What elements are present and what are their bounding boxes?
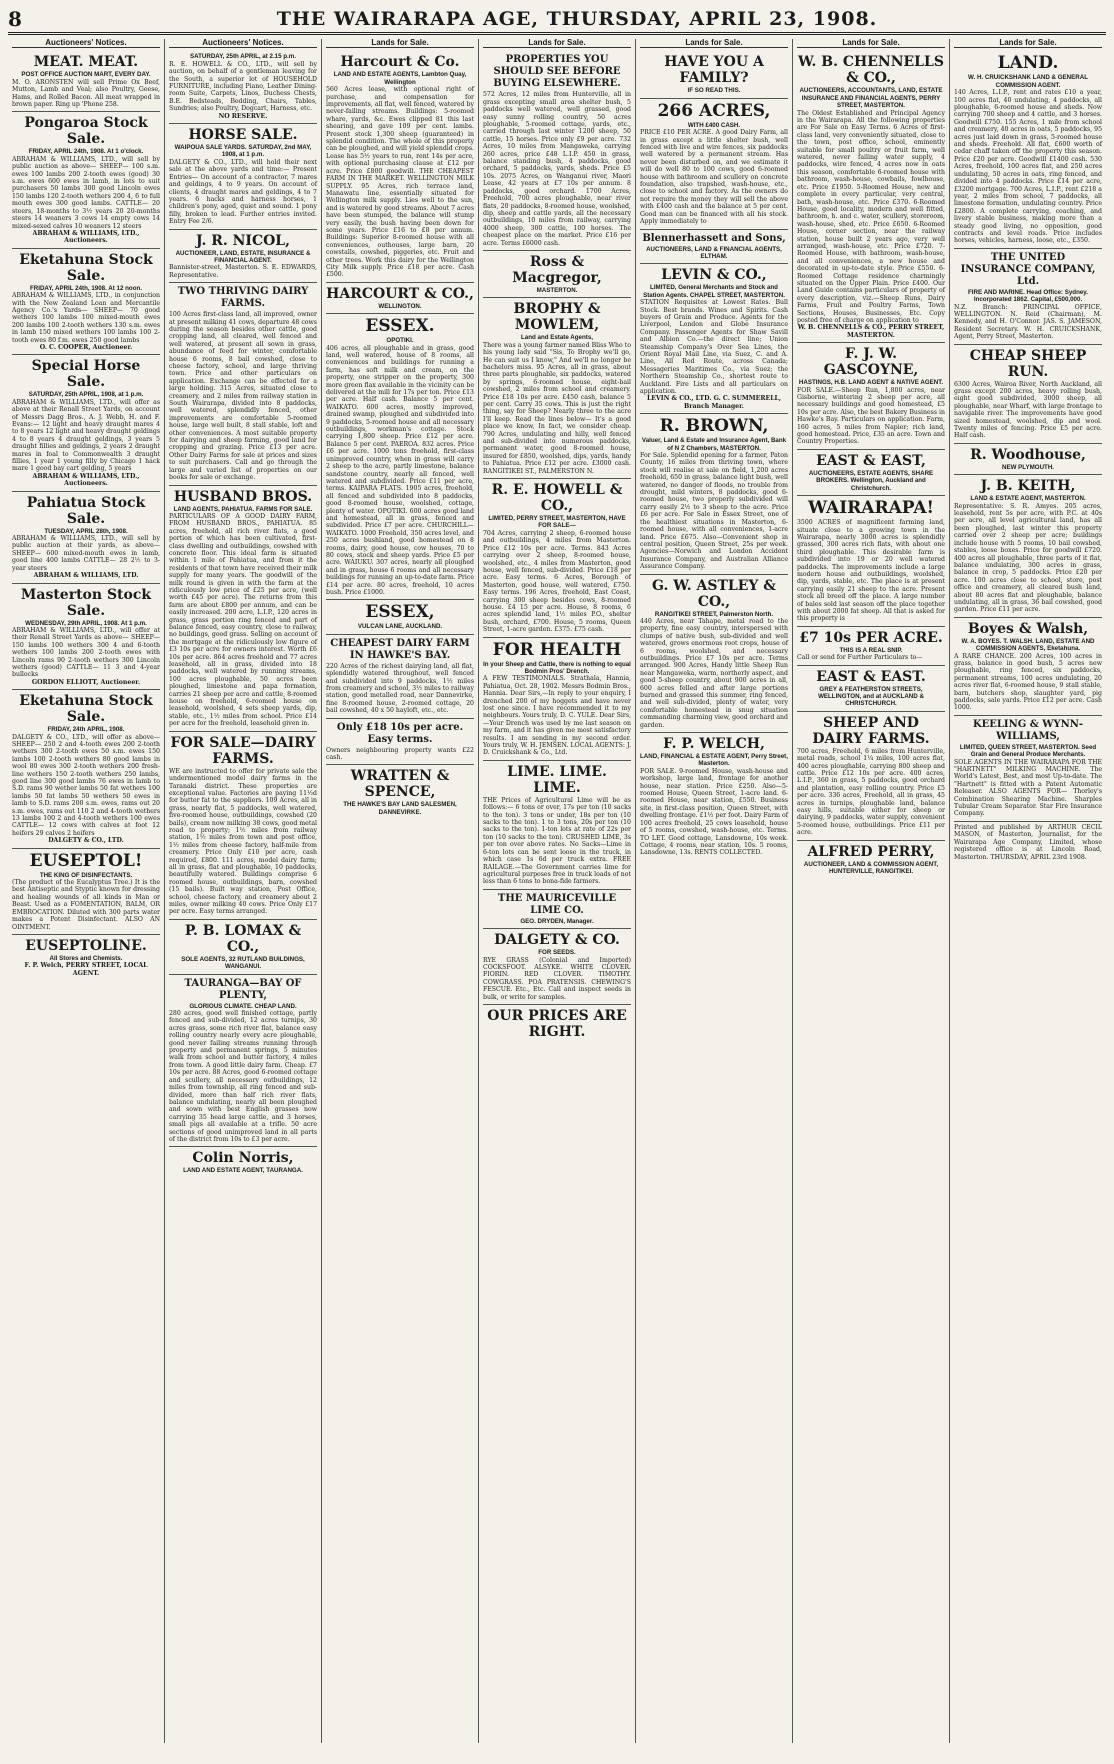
- ad-title: ALFRED PERRY,: [807, 843, 935, 860]
- ad-title: LIME. LIME. LIME.: [507, 763, 607, 796]
- ad-title: 266 ACRES,: [657, 100, 771, 121]
- ad-title: WRATTEN & SPENCE,: [350, 768, 450, 801]
- advertisement: [12, 249, 160, 356]
- ad-body: ABRAHAM & WILLIAMS, LTD., in conjunction with the New Zealand Loan and Mercantile Agency Co.'s Yards— SHEEP— 70 good wethers 100 lambs 100 mixed-mouth ewes 200 lambs 100 2-tooth wethers 130 s.m. ewes in lamb 150 mixed wethers 100 lambs 100 2-tooth ewes 80 f.m. ewes 250 good lambs: [12, 292, 160, 344]
- column-7: [950, 39, 1106, 1743]
- ad-subtitle: AUCTIONEER, LAND, ESTATE, INSURANCE & FINANCIAL AGENT.: [175, 249, 311, 264]
- ad-subtitle: All Stores and Chemists.: [49, 954, 123, 962]
- advertisement: [954, 51, 1102, 248]
- advertisement: [12, 584, 160, 691]
- advertisement: [483, 761, 631, 890]
- ad-body: 6300 Acres, Wairoa River, North Auckland, all grass except 200 acres, heavy rolling bush, eight good subdivided, 3000 sheep, all ploughable, near Wharf, with large frontage to navigable river. The improvements have good sized homestead, woolshed, dip and wool. Twenty miles of fencing. Price £5 per acre. Half cash.: [954, 380, 1102, 440]
- advertisement: [797, 51, 945, 343]
- ad-body: ABRAHAM & WILLIAMS, LTD., will offer at their Renall Street Yards as above— SHEEP— 150 lambs 100 wethers 300 4 and 6-tooth wethers 100 lambs 200 2-tooth ewes with Lincoln rams 90 2-tooth wethers 300 Lincoln wethers (good) CATTLE— 11 3 and 4-year bullocks: [12, 626, 160, 679]
- column-header: Lands for Sale.: [797, 39, 945, 48]
- ad-title: G. W. ASTLEY & CO.,: [652, 577, 776, 610]
- ad-title: F. P. WELCH,: [663, 736, 765, 753]
- advertisement: [326, 765, 474, 819]
- ad-title: P. B. LOMAX & CO.,: [184, 922, 302, 955]
- advertisement: [640, 575, 788, 734]
- ad-title: CHEAP SHEEP RUN.: [969, 347, 1087, 380]
- ad-signature: GORDON ELLIOTT, Auctioneer.: [31, 678, 141, 686]
- ad-subtitle: FRIDAY, APRIL 24th, 1908. At 12 noon.: [30, 284, 142, 292]
- ad-subtitle: MASTERTON.: [536, 286, 578, 294]
- ad-title: EUSEPTOL!: [29, 850, 143, 871]
- ad-title: MEAT. MEAT.: [33, 54, 139, 71]
- ad-body: 220 Acres of the richest dairying land, all flat, splendidly watered throughout, well fenced and subdivided into 9 paddocks, 1½ miles from creamery and school, 3½ miles to railway station, good metalled road, near Dannevirke, fine 8-roomed house, 2-roomed cottage, 20 bail cowshed, 40 x 50 hayloft, etc., etc.: [326, 662, 474, 715]
- ad-title: J. R. NICOL,: [195, 232, 291, 249]
- ad-body: 700 acres, Freehold, 6 miles from Hunterville, metal roads, school 1¼ miles, 100 acres flat, 400 acres ploughable, carrying 800 sheep and cattle. Price £12 10s per acre. 400 acres, L.I.P., 360 in grass, 5 paddocks, good orchard and plantation, easy rolling country. Price £5 per acre. 336 acres, Freehold, all in grass, 45 acres in turnips, ploughable land, balance easy hills, suitable either for sheep or dairying, 9 paddocks, water supply, convenient 5-roomed house, outbuildings. Price £11 per acre.: [797, 747, 945, 837]
- ad-title: ESSEX,: [365, 602, 435, 623]
- ad-subtitle: GEO. DRYDEN, Manager.: [520, 917, 594, 925]
- ad-body: 572 Acres, 12 miles from Hunterville, all in grass excepting small area shelter bush, 5 paddocks well watered, well grassed, good easy sunny rolling country, 50 acres ploughable, 5-roomed cottage, yards, etc., carried through last winter 1200 sheep, 50 cattle, 15 horses. Price only £9 per acre. 732 Acres, 10 miles from Mangaweka, carrying 260 acres, price £48 L.I.P. 450 in grass, balance standing bush, 4 paddocks, good orchard, 5 paddocks, yards, sheds. Price £5 10s. 2075 Acres, on Wanganui river, Maori Lease, 42 years at £7 10s per annum. 8 paddocks, good orchard. 1700 Acres, Freehold, 700 acres ploughable, near river flats, 20 paddocks, 8-roomed house, woolshed, dip, sheep and cattle yards, all the necessary outbuildings, 10 miles from railway, carrying 4000 sheep, 300 cattle, 100 horses. The cheapest place on the market. Price £16 per acre. Terms £6000 cash.: [483, 91, 631, 247]
- advertisement: [12, 51, 160, 112]
- advertisement: [12, 690, 160, 849]
- ad-body: 560 Acres lease, with optional right of purchase, and compensation for improvements, all flat, well fenced, watered by never-failing streams. Buildings: 5-roomed whare, yards, &c. Ewes clipped 81 this last shearing, and gave 109 per cent. lambs. Present stock 1,300 sheep (guaranteed) in splendid condition. The whole of this property can be ploughed, and will yield splendid crops. Lease has 5½ years to run, rent 14s per acre, with optional purchasing clause at £12 per acre. Price £800 goodwill. THE CHEAPEST FARM IN THE MARKET. WELLINGTON MILK SUPPLY. 95 Acres, rich terrace land, Manawatu line, essentially situated for Wellington milk supply. Lies well to the sun, and is watered by good streams. About 7 acres have been stumped, the balance will stump very easily, the bush having been down for some years. Price £16 to £8 per annum. Buildings: Superior 8-roomed house with all conveniences, outhouses, large barn, 20 cowstalls, cowshed, piggeries, etc. Fruit and other trees. Work this dairy for the Wellington City Milk supply. Price £18 per acre. Cash £500.: [326, 86, 474, 279]
- advertisement: [326, 283, 474, 314]
- advertisement: [640, 99, 788, 230]
- ad-title: EAST & EAST,: [816, 452, 926, 469]
- ad-title: TWO THRIVING DAIRY FARMS.: [177, 286, 309, 310]
- column-6: [793, 39, 950, 1743]
- advertisement: [483, 251, 631, 298]
- ad-title: OUR PRICES ARE RIGHT.: [487, 1007, 627, 1040]
- column-4: [479, 39, 636, 1743]
- ad-title: Ross & Macgregor,: [512, 253, 602, 286]
- ad-title: SHEEP AND DAIRY FARMS.: [812, 714, 930, 747]
- advertisement: [483, 479, 631, 638]
- ad-title: EAST & EAST.: [816, 668, 926, 685]
- ad-subtitle: SATURDAY, 25th APRIL, 1908, at 1 p.m.: [28, 391, 144, 399]
- advertisement: [954, 444, 1102, 475]
- ad-subtitle: LAND & ESTATE AGENT, MASTERTON.: [970, 495, 1086, 503]
- ad-title: FOR HEALTH: [492, 639, 622, 660]
- advertisement: [954, 345, 1102, 444]
- advertisement: [797, 666, 945, 712]
- ad-body: (The product of the Eucalyptus Tree.) It is the best Antiseptic and Styptic known for dressing and healing wounds of all kinds in Man or Beast. Used as a FOMENTATION, BALM, OR EMBROCATION. Diluted with 300 parts water makes a Potent Disinfectant. ALSO AN OINTMENT.: [12, 879, 160, 931]
- ad-signature: NO RESERVE.: [218, 112, 268, 120]
- advertisement: [797, 841, 945, 879]
- ad-body: 140 Acres, L.I.P., rent and rates £10 a year, 100 acres flat, 40 undulating, 4 paddocks, all ploughable, 6-roomed house and sheds. Now carrying 700 sheep and 4 cattle, and 3 horses. Goodwill £750. 155 Acres, 1 mile from school and creamery, 40 acres in oats, 5 paddocks, 95 acres just laid down in grass, 5-roomed house and sheds. Freehold. All flat, £600 worth of cedar chaff taken off the property this season. Price £20 per acre. Goodwill £1400 cash. 530 Acres, freehold, 100 acres flat, and 250 acres undulating, 50 acres in oats, ring fenced, and divided into 4 paddocks. Price £14 per acre, £3200 mortgage. 700 Acres, L.I.P., rent £218 a year, 2 miles from school, 7 paddocks, all limestone formation, undulating country. Price £2800. A complete carrying, coaching, and livery stable business, making more than a steady good living, no opposition, good contracts and level roads. Price includes horses, vehicles, harness, loose, etc., £350.: [954, 89, 1102, 245]
- advertisement: [954, 475, 1102, 618]
- ad-subtitle: VULCAN LANE, AUCKLAND.: [357, 623, 443, 631]
- ad-signature: ABRAHAM & WILLIAMS, LTD., Auctioneers.: [32, 472, 140, 488]
- ad-subtitle: POST OFFICE AUCTION MART, EVERY DAY.: [21, 71, 151, 79]
- advertisement: [797, 343, 945, 450]
- newspaper-title: THE WAIRARAPA AGE, THURSDAY, APRIL 23, 1908.: [276, 8, 878, 30]
- advertisement: [169, 975, 317, 1148]
- column-1: [8, 39, 165, 1743]
- advertisement: [954, 618, 1102, 716]
- advertisement: [12, 492, 160, 584]
- ad-title: THE UNITED INSURANCE COMPANY, Ltd.: [960, 251, 1096, 287]
- ad-subtitle: In your Sheep and Cattle, there is nothing to equal Bodmin Pros' Drench.: [483, 660, 631, 675]
- ad-title: HARCOURT & CO.,: [326, 285, 474, 302]
- column-header: Lands for Sale.: [483, 39, 631, 48]
- advertisement: [954, 716, 1102, 822]
- ad-body: RYE GRASS (Colonial and Imported) COCKSFOOT. ALSYKE. WHITE CLOVER. FIORIN. RED CLOVER. TIMOTHY. COWGRASS. POA PRATENSIS. CHEWING'S FESCUE. Etc., Etc. Call and inspect seeds in bulk, or write for samples.: [483, 956, 631, 1001]
- ad-subtitle: THIS IS A REAL SNIP.: [839, 646, 903, 654]
- ad-body: WE are instructed to offer for private sale the undermentioned model dairy farms in the Taranaki district. These properties are exceptional value. Factories are paying 11½d for butter fat to the suppliers. 109 Acres, all in grass, nearly flat, 5 paddocks, well watered, five-roomed house, outbuildings, cowshed (20 bails), cream now milking 38 cows, good metal road to property; 1½ miles from railway station, 1½ miles from town and post office, 1½ miles from cheese factory, half-mile from creamery. Price Only £10 per acre, cash required, £800. 111 acres, model dairy farm; all in grass, flat and ploughable, 10 paddocks, beautifully watered. Buildings comprise 6 roomed house, outbuildings, barn, cowshed (15 bails). Built way station, Post Office, school, cheese factory, and creamery about 2 miles, owner milking 40 cows. Price Only £17 per acre. Easy terms arranged.: [169, 767, 317, 916]
- ad-title: Pahiatua Stock Sale.: [26, 494, 146, 527]
- ad-title: Pongaroa Stock Sale.: [24, 115, 148, 148]
- ad-subtitle: GLORIOUS CLIMATE. CHEAP LAND.: [189, 1002, 297, 1010]
- ad-subtitle: Land and Estate Agents,: [521, 334, 593, 342]
- masthead: [8, 8, 1106, 35]
- ad-title: BROPHY & MOWLEM,: [513, 301, 601, 334]
- ad-subtitle: Valuer, Land & Estate and Insurance Agent, Bank of N Z Chambers, MASTERTON.: [641, 437, 787, 452]
- ad-subtitle: LAND AND ESTATE AGENT, TAURANGA.: [183, 1167, 303, 1175]
- advertisement: [954, 822, 1102, 864]
- ad-body: PRICE £10 PER ACRE. A good Dairy Farm, all in grass except a little shelter bush, well fenced with live and wire fences, six paddocks well watered by a permanent stream. Has never been disturbed on, and we estimate it will do well 80 to 100 cows, good 6-roomed house with bathroom and scullery on concrete foundation, also trapshed, wash-house, etc., close to school and factory. As the owners do not require the money they will sell the above with £400 cash and the balance at 5 per cent. Good man can be financed with all his stock. Apply immediately to: [640, 129, 788, 226]
- ad-title: LAND.: [997, 53, 1059, 74]
- ad-subtitle: LIMITED, PERRY STREET, MASTERTON, HAVE FOR SALE—: [488, 515, 626, 530]
- ad-subtitle: OPOTIKI.: [386, 337, 414, 345]
- ad-signature: O. C. COOPER, Auctioneer.: [39, 343, 133, 351]
- advertisement: [483, 298, 631, 479]
- ad-body: M. O. ARONSTEN will sell Prime Ox Beef, Mutton, Lamb and Veal; also Poultry, Geese, Hams, and Rolled Bacon. All meat wrapped in brown paper. Ring up 'Phone 258.: [12, 78, 160, 109]
- ad-body: SOLE AGENTS IN THE WAIRARAPA FOR THE "HARTNETT" MILKING MACHINE. The World's Latest, Best, and most Up-to-date. The "Hartnett" is fitted with a Patent Automatic Releaser. ALSO AGENTS FOR— Thorley's Combination Shearing Machine. Sharples Tubular Cream Separator. Star Fire Insurance Company.: [954, 758, 1102, 818]
- ad-subtitle: AUCTIONEER, LAND & COMMISSION AGENT, HUNTERVILLE, RANGITIKEI.: [803, 860, 939, 876]
- ad-title: HAVE YOU A FAMILY?: [664, 54, 764, 87]
- column-header: Auctioneers' Notices.: [12, 39, 160, 48]
- ad-body: 440 Acres, near Tahape, metal road to the property, fine easy country, interspersed with clumps of native bush, sub-divided and well watered, grows enormous root crops, house of 6 rooms, woolshed, and necessary outbuildings. Price £7 10s per acre. Terms arranged. 900 Acres, Handy little Sheep Run near Mangaweka, warm, northerly aspect, and good 5-sheep country, about 900 acres in all, 600 acres felled and after large portions burned and grassed this summer, ring fenced, and well sub-divided, plenty of water, very comfortable homestead in snug situation commanding charming view, good orchard and garden.: [640, 617, 788, 729]
- ad-title: Blennerhassett and Sons,: [642, 232, 786, 244]
- ad-body: STATION Requisites at Lowest Rates. Bull Stock. Best brands. Wines and Spirits. Cash buyers of Grain and Produce. Agents for the Liverpool, London and Globe Insurance Company. Passenger Agents for Shaw Savill and Albion Co.—the direct line; Union Steamship Company's Over Sea Lines, the Orient Royal Mail Line, via Suez, C. and A. Line, All Red Route, across Canada; Messageries Maritimes Co., via Suez; the Northern Steamship Co., shortest route to Auckland. Fire Lists and all particulars on application.: [640, 299, 788, 395]
- ad-title: THE MAURICEVILLE LIME CO.: [497, 892, 617, 916]
- ad-subtitle: W. H. CRUICKSHANK LAND & GENERAL COMMISSION AGENT.: [968, 74, 1088, 89]
- ad-subtitle: AUCTIONEERS, ESTATE AGENTS, SHARE BROKERS. Wellington, Auckland and Christchurch.: [808, 469, 934, 492]
- ad-title: LEVIN & CO.,: [661, 267, 767, 284]
- ad-body: There was a young farmer named Bliss Who to his young lady said "Sis, To Brophy we'll go, He can suit us I know," And we'll no longer be bachelors miss. 95 Acres, all in grass, about three parts ploughable, six paddocks, watered by springs, 6-roomed house, eight-bail cowshed, 2 miles from school and creamery. Price £18 10s per acre. £450 cash, balance 5 per cent. Carry 35 cows. This is just the right thing, say for Sheep? Nearly three to the acre I'll keep. Read the lines below— It's a good place we know, In fact, we consider cheap. 790 Acres, undulating and hilly, well fenced and sub-divided into numerous paddocks, permanent water, good 8-roomed house, insured for £850, woolshed, dips, yards, handy to Pahiatua. Price £12 per acre. £3000 cash. RANGITIKEI ST., PALMERSTON N.: [483, 341, 631, 475]
- ad-subtitle: FIRE AND MARINE. Head Office: Sydney. Incorporated 1862. Capital, £500,000.: [968, 288, 1088, 304]
- ad-signature: W. B. CHENNELLS & CO., PERRY STREET, MASTERTON.: [797, 324, 945, 339]
- column-header: Lands for Sale.: [326, 39, 474, 48]
- advertisement: [169, 230, 317, 284]
- ad-title: Only £18 10s per acre. Easy terms.: [336, 721, 464, 745]
- ad-title: Eketahuna Stock Sale.: [19, 251, 153, 284]
- ad-body: ABRAHAM & WILLIAMS, LTD., will offer as above at their Renall Street Yards, on account of Messrs Dagg Bros., A. J. Webb, H. and F. Evans:— 12 light and heavy draught mares 4 to 8 years 12 light and heavy draught geldings 4 to 8 years 4 draught geldings, 3 years 5 draught fillies and geldings, 2 years 2 draught mares in foal to Commonwealth 3 draught fillies, 1 year 1 young filly by Chicago 1 hack mare 1 good bay cart gelding, 5 years: [12, 398, 160, 473]
- advertisement: [326, 51, 474, 282]
- ad-body: Call or send for Further Particulars to—: [797, 654, 923, 662]
- advertisement: [169, 920, 317, 975]
- advertisement: [797, 627, 945, 666]
- advertisement: [12, 935, 160, 980]
- ad-body: 3500 ACRES of magnificent farming land, situate close to a growing town in the Wairarapa, nearly 3000 acres is splendidly grassed, 300 acres rich flats, with about one third ploughable. This desirable farm is subdivided into 19 or 20 well watered paddocks. The improvements include a large modern house and outbuildings, woolshed, dip, yards, stable, etc. The place is at present carrying easily 21 sheep to the acre. Present stock all breed off the place. A large number of bales sold last season off the place together with about 2000 fat sheep. All that is asked for this property is: [797, 519, 945, 623]
- advertisement: [954, 249, 1102, 345]
- ad-signature: DALGETY & CO., LTD.: [48, 837, 124, 845]
- ad-subtitle: NEW PLYMOUTH.: [1001, 463, 1055, 471]
- advertisement: [797, 450, 945, 496]
- ad-body: For Sale. Splendid opening for a farmer, Paton County, 16 miles from thriving town, where stock will realise at sale on field, 1,200 acres freehold, 650 in grass, balance light bush, well watered, no danger of floods, no trouble from drought, mild winters, 8 paddocks, good 6-roomed house, two properly subdivided will carry easily 2½ to 3 sheep to the acre. Price £6 per acre. For Sale in Essex Street, one of the healthiest situations in Masterton, 6-roomed house, with all conveniences, 1-acre land. Price £675. Also—Convenient shop in central position, Queen Street, 25s per week. Agencies—Norwich and London Accident Insurance Company, and Australian Alliance Assurance Company.: [640, 452, 788, 571]
- advertisement: [483, 890, 631, 929]
- advertisement: [326, 719, 474, 766]
- ad-subtitle: FRIDAY, 24th APRIL, 1908.: [47, 726, 125, 734]
- ad-signature: ABRAHAM & WILLIAMS, LTD., Auctioneers.: [32, 229, 140, 245]
- ad-title: Special Horse Sale.: [31, 358, 141, 391]
- ad-title: R. BROWN,: [659, 416, 769, 437]
- ad-title: ESSEX.: [365, 316, 435, 337]
- ad-subtitle: AUCTIONEERS, LAND & FINANCIAL AGENTS, ELTHAM.: [646, 245, 782, 260]
- advertisement: [797, 712, 945, 841]
- ad-subtitle: THE HAWKE'S BAY LAND SALESMEN, DANNEVIRKE.: [343, 801, 457, 816]
- page-number: 8: [8, 7, 22, 31]
- advertisement: [640, 51, 788, 98]
- ad-title: EUSEPTOLINE.: [25, 937, 147, 954]
- advertisement: [169, 124, 317, 229]
- ad-subtitle: GREY & FEATHERSTON STREETS, WELLINGTON, and at AUCKLAND & CHRISTCHURCH.: [818, 685, 924, 708]
- advertisement: [169, 1147, 317, 1177]
- newspaper-page: [8, 8, 1106, 1748]
- ad-title: HORSE SALE.: [188, 127, 298, 144]
- ad-body: R. E. HOWELL & CO., LTD., will sell by auction, on behalf of a gentleman leaving for the South, a superior lot of HOUSEHOLD FURNITURE, including Piano, Leather Dining-room Suite, Carpets, Linos, Duchess Chests, B.E. Bedsteads, Bedding, Chairs, Tables, Sundries; also Poultry, Dogcart, Harness, etc.: [169, 60, 317, 113]
- ad-title: W. B. CHENNELLS & CO.,: [798, 54, 944, 87]
- column-header: Auctioneers' Notices.: [169, 39, 317, 48]
- ad-subtitle: LIMITED, QUEEN STREET, MASTERTON. Seed Grain and General Produce Merchants.: [959, 743, 1097, 759]
- ad-subtitle: LIMITED, General Merchants and Stock and Station Agents. CHAPEL STREET, MASTERTON.: [643, 284, 785, 299]
- ad-body: THE Prices of Agricultural Lime will be as follows:— 6 tons or over, 17s per ton (10 sacks to the ton). 3 tons or under, 18s per ton (10 sacks to the ton). 1 to 3 tons, 20s per ton (10 sacks to the ton). 1-ton lots at rate of 22s per ton (10 sacks to the ton). CRUSHED LIME, 3s per ton over above rates. No Sacks—Lime in 6-ton lots can be sent loose in the truck, in which case 1s 6d per truck extra. FREE RAILAGE.—The Government carries lime for agricultural purposes free in truck loads of not less than 6 tons to bona-fide farmers.: [483, 796, 631, 886]
- columns-container: [8, 39, 1106, 1743]
- ad-body: A RARE CHANCE. 200 Acres, 100 acres in grass, balance in good bush, 5 acres new ploughable, ring fenced, six paddocks, permanent streams, 100 acres undulating, 20 acres river flat, 6-roomed house, 9 stall stable, barn, butchers shop, slaughter yard, pig paddocks, sale yards. Price £12 per acre. Cash 1000.: [954, 652, 1102, 712]
- column-3: [322, 39, 479, 1743]
- advertisement: [169, 283, 317, 485]
- ad-title: £7 10s PER ACRE.: [799, 629, 943, 646]
- ad-body: PARTICULARS OF A GOOD DAIRY FARM, FROM HUSBAND BROS., PAHIATUA. 85 acres, freehold, all rich river flats, a good portion of which has been cultivated, first-class dwelling and outbuildings, cowshed with concrete floor. This ideal farm is situated within 1 mile of Pahiatua, and from it the residents of that town have received their milk supply for many years. The goodwill of the milk round is given in with the farm at the ridiculously low price of £25 per acre, (well worth £45 per acre). The returns from this farm are about £800 per annum, and can be easily increased. 200 acre, L.I.P., 120 acres in grass, grass portion ring fenced and part of balance fenced, easy country, close to railway, no buildings, good grass. Selling on account of the mortgage at the ridiculously low figure of £3 10s per acre for owners interest. Worth £6 10s per acre. 864 acres freehold and 77 acres leasehold, all in grass, divided into 18 paddocks, well watered by running streams, 100 acres ploughable, 50 acres been ploughed, limestone and papa formation, carries 21 sheep per acre and cattle, 8-roomed house on freehold, 6-roomed house on leasehold, woolshed, 4 sets sheep yards, dip, stable, etc., 1½ miles from school. Price £14 per acre for the freehold, leasehold given in.: [169, 512, 317, 728]
- ad-body: 100 Acres first-class land, all improved, owner at present milking 41 cows, departure 48 cows during the season besides other cattle, good cropping land, all cleared, well fenced and well watered, at present all sown in grass, abundance of feed for winter, comfortable house 6 rooms, 8 bail cowshed, close to cheese factory, school, and large thriving town. Price and other particulars on application. Exchange can be effected for a large holding. 315 Acres, situated close to creamery, and 2 miles from railway station in South Wairarapa, divided into 8 paddocks, well watered, splendidly fenced, other improvements are comfortable 5-roomed house, large well built, 8 stall stable, loft and other conveniences. A most suitable property for dairying and sheep farming, good land for cropping and grazing. Price £13 per acre. Other Dairy Farms for sale at prices and sizes to suit purchasers. Call and go through the large and varied list of properties on our books for sale or exchange.: [169, 311, 317, 482]
- ad-title: R. Woodhouse,: [970, 446, 1086, 463]
- advertisement: [483, 1005, 631, 1044]
- advertisement: [640, 230, 788, 265]
- ad-subtitle: RANGITIKEI STREET, Palmerston North.: [654, 610, 774, 618]
- ad-title: Eketahuna Stock Sale.: [19, 693, 153, 726]
- advertisement: [169, 732, 317, 920]
- ad-signature: LEVIN & CO., LTD. G. C. SUMMERELL, Branch Manager.: [646, 395, 782, 410]
- advertisement: [640, 414, 788, 574]
- ad-subtitle: FRIDAY, APRIL 24th, 1908. At 1 o'clock.: [28, 148, 144, 156]
- ad-body: FOR SALE.—Sheep Run, 1,800 acres, near Gisborne, wintering 2 sheep per acre, all necessary buildings and good homestead, £5 10s per acre. Also, the best Bakery Business in Hawke's Bay. Particulars on application. Farm, 160 acres, 5 miles from Napier; rich land, good homestead. Price, £35 an acre. Town and Country Properties.: [797, 386, 945, 446]
- ad-body: Bannister-street, Masterton. S. E. EDWARDS, Representative.: [169, 264, 317, 279]
- ad-body: Printed and published by ARTHUR CECIL MASON, of Masterton, Journalist, for the Wairarapa Age Company, Limited, whose registered office is at Lincoln Road, Masterton. THURSDAY, APRIL 23rd 1908.: [954, 823, 1102, 861]
- ad-title: PROPERTIES YOU SHOULD SEE BEFORE BUYING ELSEWHERE.: [493, 54, 621, 90]
- ad-body: FOR SALE. 9-roomed House, wash-house and workshop, large land, frontage for another house, near station. Price £250. Also—5-roomed House, Queen Street, 1-acre land. 6-roomed House, near station, £550. Business site, in first-class position, Queen Street, with dwelling frontage. £1½ per foot. Dairy Farm of 100 acres freehold, 25 cows leasehold, house of 5 rooms, cowshed, wash-house, etc. Terms. TO LET. Good cottage, Lansdowne, 10s week. Cottage, 4 rooms, near station, 10s. 5 rooms, Lansdowne, 13s. RENTS COLLECTED.: [640, 767, 788, 857]
- advertisement: [640, 733, 788, 860]
- ad-title: J. B. KEITH,: [980, 478, 1076, 495]
- ad-title: Colin Norris,: [192, 1150, 294, 1167]
- ad-body: 704 Acres, carrying 2 sheep, 6-roomed house and outbuildings, 4 miles from Masterton. Price £12 10s per acre. Terms. 843 Acres carrying over 2 sheep, 8-roomed house, woolshed, etc., 4 miles from Masterton, good house, well fenced, sub-divided. Price £18 per acre. Easy terms. 6 Acres, Borough of Masterton, good house, well watered, £750. Easy terms. 196 Acres, freehold, East Coast, carrying 300 sheep besides cows, 8-roomed house. £4 15 per acre. House, 8 rooms, 6 acres splendid land, 1½ miles P.O., shelter bush, orchard, £700. House, 5 rooms, Queen Street, 1-acre garden. £375. £75 cash.: [483, 529, 631, 634]
- ad-subtitle: SOLE AGENTS, 32 RUTLAND BUILDINGS, WANGANUI.: [181, 955, 305, 971]
- advertisement: [12, 112, 160, 248]
- advertisement: [12, 849, 160, 935]
- ad-subtitle: IF SO READ THIS.: [687, 87, 741, 95]
- ad-body: Owners neighbouring property wants £22 cash.: [326, 746, 474, 762]
- ad-title: F. J. W. GASCOYNE,: [823, 346, 919, 379]
- ad-body: Representative: S. R. Amyes. 205 acres, leasehold, rent 5s per acre, with P.C. at 40s per acre, all level agricultural land, has all been ploughed, last winter this property carried over 2 sheep per acre; buildings include house with 5 rooms, 10 bail cowshed, stables, loose boxes. Price for goodwill £720. 400 acres all ploughable, three parts of it flat, balance undulating, 300 acres in grass, balance in crop, 5 paddocks. Price £20 per acre. 100 acres close to school, store, post office and creamery, all cleared bush land, about 80 acres flat and ploughable, balance undulating, all in grass, 36 bail cowshed, good garden. Price £11 per acre.: [954, 502, 1102, 614]
- ad-title: CHEAPEST DAIRY FARM IN HAWKE'S BAY.: [330, 637, 470, 661]
- advertisement: [169, 51, 317, 124]
- ad-subtitle: WAIPOUA SALE YARDS. SATURDAY, 2nd MAY, 1908, at 1 p.m.: [174, 144, 312, 159]
- column-2: [165, 39, 322, 1743]
- column-5: [636, 39, 793, 1743]
- ad-subtitle: WEDNESDAY, 29th APRIL, 1908. At 1 p.m.: [25, 619, 147, 627]
- ad-title: DALGETY & CO.: [494, 932, 620, 949]
- ad-body: ABRAHAM & WILLIAMS, LTD., will sell by public auction as above— SHEEP— 100 s.m. ewes 100 lambs 200 2-tooth ewes (good) 30 s.m. ewes 600 ewes in lamb, in lots to suit purchasers 50 lambs 300 good Lincoln ewes 150 lambs 120 2-tooth wethers 200 4, 6 to full mouth ewes 300 good lambs. CATTLE— 20 steers, 18-months to 3½ years 20 20-months steers 14 weaners 3 cows 14 empty cows 14 mixed-sexed calves 10 weaners 12 steers: [12, 155, 160, 230]
- column-header: Lands for Sale.: [640, 39, 788, 48]
- advertisement: [483, 929, 631, 1005]
- ad-body: DALGETY & CO., LTD., will hold their next sale at the above yards and time:— Present Entries— On account of a contractor, 7 mares and geldings, 4 to 9 years. On account of clients, 4 draught mares and geldings, 4 to 7 years. 6 hacks and harness horses, 1 children's pony, aged, quiet and sound. 1 pony filly, broken to lead. Further entries invited. Entry Fee 2/6.: [169, 158, 317, 226]
- ad-subtitle: W. A. BOYES. T. WALSH. LAND, ESTATE AND COMMISSION AGENTS, Eketahuna.: [961, 637, 1095, 653]
- ad-body: 406 acres, all ploughable and in grass, good land, well watered, house of 8 rooms, all conveniences and buildings for running a farm, has soft milk and cream, on the property, one stripper on the property, 300 more green flax available in the vicinity can be delivered at the mill for 17s per ton. Price £13 per acre. Half cash. Balance 5 per cent. WAIKATO. 600 acres, mostly improved, drained swamp, ploughed and subdivided into 9 paddocks, 5-roomed house and all necessary outbuildings, workman's cottage. Stock carrying 1,800 sheep. Price £12 per acre. Balance 5 per cent. PAEROA. 832 acres. Price £6 per acre. 1000 tons freehold, first-class unimproved country, when in grass will carry 2 sheep to the acre, partly limestone, balance sandstone country, nearly all fenced, well watered and subdivided. Price £11 per acre, terms. KAIPARA FLATS. 1905 acres, freehold, all fenced and subdivided into 8 paddocks, good 8-roomed house, woolshed, cottage, plenty of water. OPOTIKI. 600 acres good land and homestead, all in grass, fenced and subdivided. Price £7 per acre. CHURCHILL—WAIKATO. 1000 Freehold, 350 acres level, and 250 acres bushland, good homestead on 8 rooms, dairy, good house, cow houses, 70 to 80 cows, stock and sheep yards. Price £5 per acre. WAIUKU. 307 acres, nearly all ploughed and in grass, house 6 rooms and all necessary buildings for running an up-to-date farm. Price £14 per acre. 80 acres, freehold, 10 acres bush. Price £1000.: [326, 344, 474, 596]
- ad-title: FOR SALE—DAIRY FARMS.: [170, 734, 316, 767]
- advertisement: [326, 314, 474, 600]
- ad-subtitle: WELLINGTON.: [378, 302, 422, 310]
- ad-title: TAURANGA—BAY OF PLENTY,: [184, 977, 302, 1001]
- ad-title: Masterton Stock Sale.: [20, 586, 152, 619]
- ad-subtitle: AUCTIONEERS, ACCOUNTANTS, LAND, ESTATE INSURANCE AND FINANCIAL AGENTS, PERRY STREET, MASTERTON.: [799, 87, 943, 110]
- advertisement: [12, 355, 160, 491]
- ad-subtitle: THE KING OF DISINFECTANTS.: [39, 871, 133, 879]
- ad-title: Boyes & Walsh,: [967, 620, 1089, 637]
- ad-subtitle: HASTINGS, H.B. LAND AGENT & NATIVE AGENT.: [798, 379, 944, 387]
- ad-title: R. E. HOWELL & CO.,: [491, 482, 623, 515]
- ad-body: The Oldest Established and Principal Agency in the Wairarapa. All the following properties are For Sale on Easy Terms. 6 Acres of first-class land, very conveniently situated, close to the town, post office, school, eminently suitable for small poultry or fruit farm, well watered, never failing water supply, 4 paddocks, wire fenced, 4 acres now in oats this season, comfortable 6-roomed house with bathroom, wash-house, cowbails, fowlhouse, etc. Price £1950. 5-Roomed House, new and complete in every particular, very central, bath, wash-house, etc. Price £370. 6-Roomed House, good locality, modern and well fitted, bathroom, h. and c. water, scullery, storeroom, wash-house, shed, etc. Price £650. 6-Roomed House, corner section, near the railway station, house built 2 years ago, very well arranged, wash-house, etc. Price £720. 7-Roomed House, with bathroom, wash-house, and all conveniences, a new house and decorated in up-to-date style. Price £550. 6-Roomed Cottage residence charmingly situated on the Upper Plain. Price £400. Our Land Guide contains particulars of property of every description, viz.—Sheep Runs, Dairy Farms, Fruit and Poultry Farms, Town Sections, Houses, Businesses, Etc. Copy posted free of charge on application to: [797, 109, 945, 324]
- ad-subtitle: WITH £400 CASH.: [687, 121, 741, 129]
- ad-signature: F. P. Welch, PERRY STREET, LOCAL AGENT.: [24, 962, 148, 977]
- ad-title: WAIRARAPA!: [808, 498, 934, 519]
- ad-subtitle: LAND, FINANCIAL & ESTATE AGENT, Perry Street, Masterton.: [640, 753, 788, 768]
- ad-title: HUSBAND BROS.: [173, 488, 313, 505]
- column-header: Lands for Sale.: [954, 39, 1102, 48]
- ad-body: DALGETY & CO., LTD., will offer as above— SHEEP— 250 2 and 4-tooth ewes 200 2-tooth wethers 300 2-tooth ewes 50 s.m. ewes 150 lambs 100 2-tooth wethers 80 good lambs in wool 80 ewes 300 2-tooth wethers 200 fresh-line wethers 150 2-tooth wethers 250 lambs, good line 300 good lambs 76 ewes in lamb to S.D. rams 90 wether lambs 50 fat wethers 100 lambs 50 fat lambs 50 wethers 50 ewes in lamb to S.D. rams 200 s.m. ewes, rams out 20 s.m. ewes, rams out 110 2 and 4-tooth wethers 13 lambs 100 2 and 4-tooth wethers 100 ewes CATTLE— 12 cows with calves at foot 12 heifers 29 calves 2 heifers: [12, 733, 160, 837]
- ad-body: N.Z. Branch: PRINCIPAL OFFICE, WELLINGTON. N. Reid (Chairman), M. Kennedy, and H. O'Connor. JAS. S. JAMESON, Resident Secretary. W. H. CRUICKSHANK, Agent, Perry Street, Masterton.: [954, 303, 1102, 341]
- ad-subtitle: TUESDAY, APRIL 28th, 1908.: [44, 527, 128, 535]
- advertisement: [640, 264, 788, 414]
- ad-subtitle: LAND AND ESTATE AGENTS, Lambton Quay, Wellington: [333, 71, 467, 86]
- ad-body: A FEW TESTIMONIALS. Strathala, Hannia, Pahiatua, Oct. 28, 1902. Messrs Bodmin Bros., Hannia. Dear Sirs,—In reply to your enquiry, I drenched 200 of my hoggets and have never lost one since. I have recommended it to my neighbours. Yours truly, D. C. YULE. Dear Sirs,—Your Drench was used by me last season on my farm, and it has given me most satisfactory results. I am sending in my second order. Yours truly, W. H. JEMSEN. LOCAL AGENTS: J. D. Cruickshank & Co., Ltd.: [483, 675, 631, 757]
- advertisement: [797, 496, 945, 627]
- ad-subtitle: FOR SEEDS.: [538, 949, 576, 957]
- advertisement: [483, 51, 631, 251]
- ad-body: 280 acres, good well finished cottage, partly fenced and sub-divided, 12 acres turnips, 30 acres grass, some rich river flat, balance easy rolling country nearly every acre ploughable, good never failing streams running through property and permanent springs, 5 minutes walk from school and butter factory, 4 miles from town. A good little dairy farm. Cheap. £7 10s per acre. 88 Acres, good 6-roomed cottage and scullery, all necessary outbuildings, 12 miles from township, all ring fenced and sub-divided, more than half rich river flats, balance undulating, nearly all been ploughed and sown with best English grasses now carrying 35 head large cattle, and 3 horses, small pigs all available at a trifle. 50 acre sections of good unimproved land in all parts of the district from 10s to £3 per acre.: [169, 1010, 317, 1143]
- ad-title: Harcourt & Co.: [340, 54, 460, 71]
- ad-subtitle: SATURDAY, 25th APRIL, at 2.15 p.m.: [189, 53, 296, 61]
- ad-body: ABRAHAM & WILLIAMS, LTD., will sell by public auction at their yards, as above— SHEEP— 600 mixed-mouth ewes in lamb, good line 400 lambs CATTLE— 28 2½ to 3-year steers: [12, 535, 160, 572]
- advertisement: [169, 486, 317, 732]
- advertisement: [326, 635, 474, 719]
- advertisement: [326, 600, 474, 634]
- advertisement: [483, 638, 631, 761]
- ad-signature: ABRAHAM & WILLIAMS, LTD.: [33, 572, 139, 580]
- ad-title: KEELING & WYNN-WILLIAMS,: [972, 718, 1084, 742]
- ad-subtitle: LAND AGENTS, PAHIATUA. FARMS FOR SALE.: [173, 505, 313, 513]
